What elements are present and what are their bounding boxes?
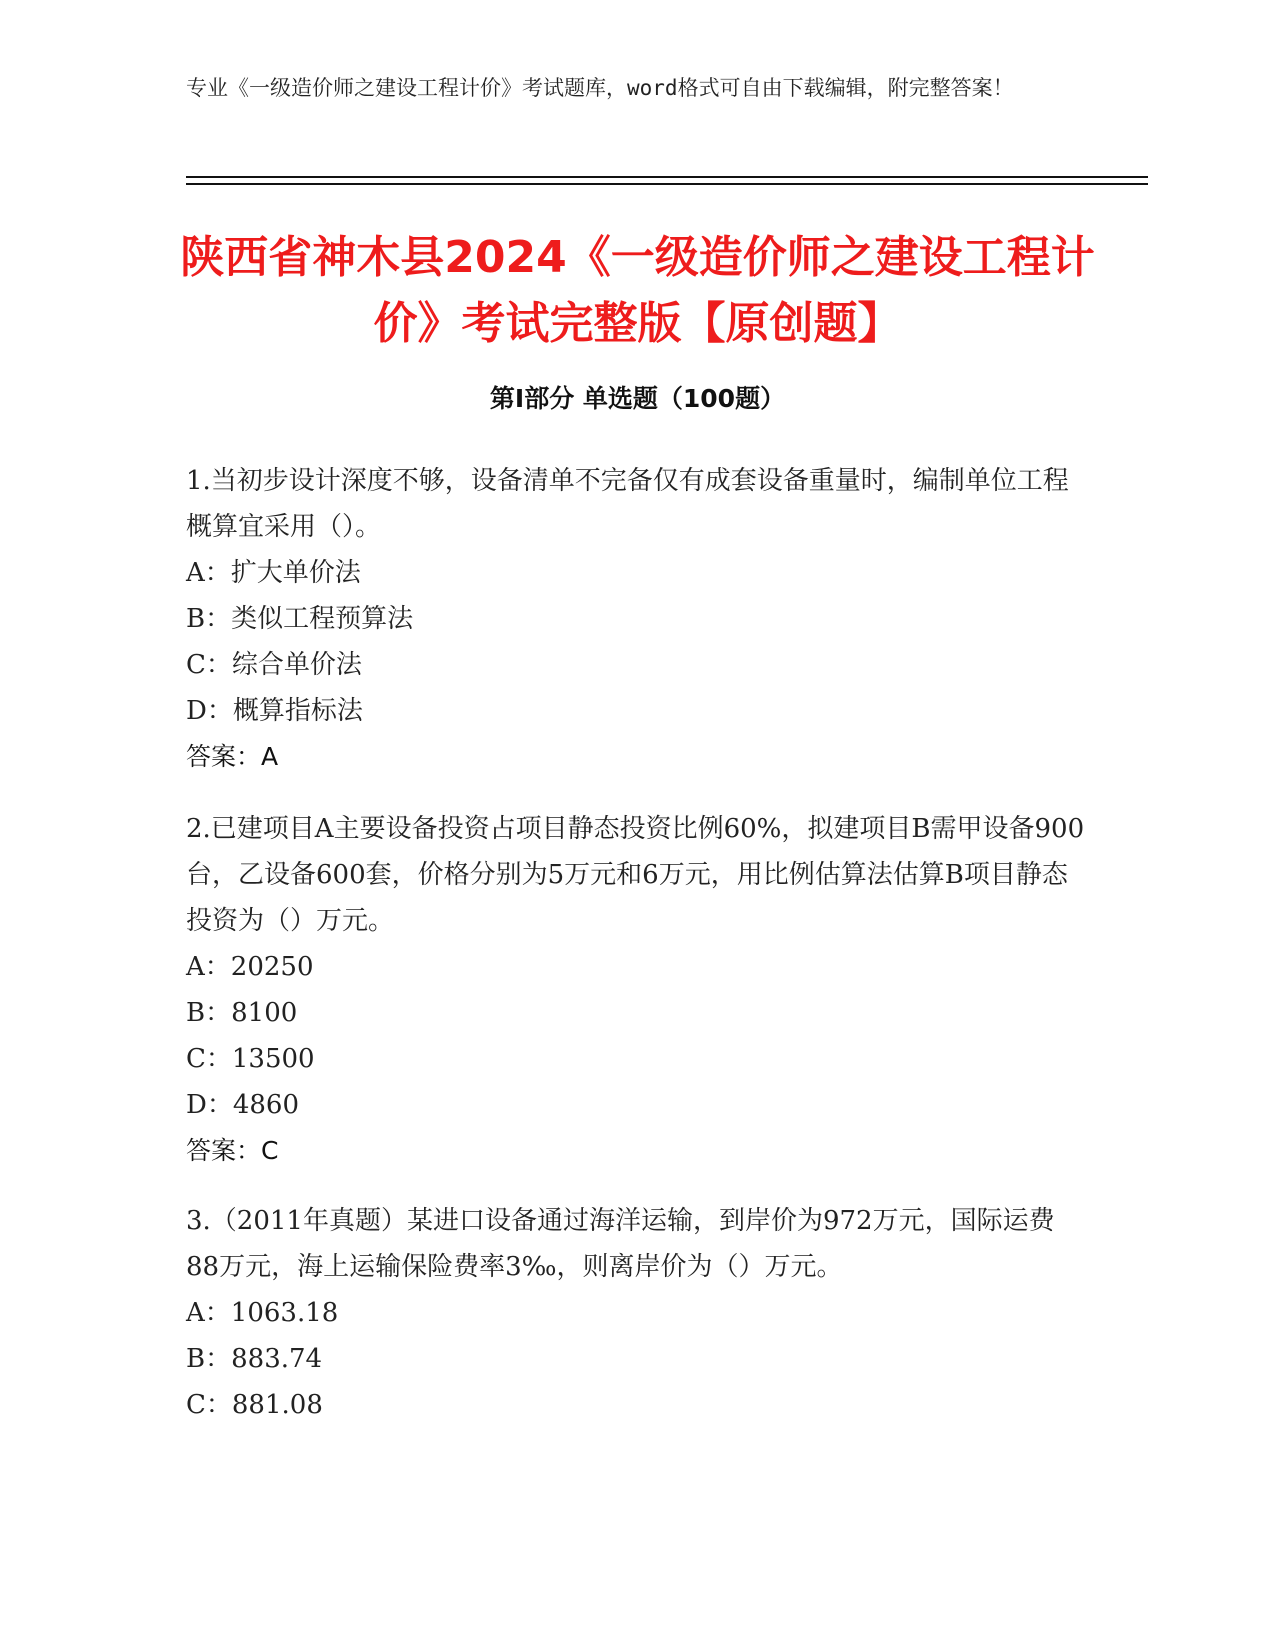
- question-stem: 1.当初步设计深度不够，设备清单不完备仅有成套设备重量时，编制单位工程概算宜采用（）。: [186, 466, 1069, 542]
- answer-text: 答案：C: [186, 1136, 279, 1165]
- option-d: D：概算指标法: [186, 696, 363, 726]
- option-c: C：13500: [186, 1044, 315, 1074]
- option-a: A：扩大单价法: [186, 558, 361, 588]
- option-b: B：类似工程预算法: [186, 604, 414, 634]
- option-a: A：20250: [186, 952, 314, 982]
- question-3: [186, 1198, 1086, 1428]
- question-stem: 3.（2011年真题）某进口设备通过海洋运输，到岸价为972万元，国际运费88万元，海上运输保险费率3‰，则离岸价为（）万元。: [186, 1206, 1055, 1282]
- option-a: A：1063.18: [186, 1298, 339, 1328]
- question-1: [186, 458, 1086, 780]
- section-heading: 第I部分 单选题（100题）: [489, 384, 786, 413]
- answer-text: 答案：A: [186, 742, 279, 771]
- option-c: C：881.08: [186, 1390, 323, 1420]
- question-2: [186, 806, 1086, 1174]
- document-title: 陕西省神木县2024《一级造价师之建设工程计价》考试完整版【原创题】: [180, 232, 1095, 349]
- option-d: D：4860: [186, 1090, 300, 1120]
- question-stem: 2.已建项目A主要设备投资占项目静态投资比例60%，拟建项目B需甲设备900台，乙设备600套，价格分别为5万元和6万元，用比例估算法估算B项目静态投资为（）万元。: [186, 814, 1085, 936]
- option-c: C：综合单价法: [186, 650, 362, 680]
- option-b: B：8100: [186, 998, 298, 1028]
- header-divider-top: [186, 176, 1148, 178]
- header-note: 专业《一级造价师之建设工程计价》考试题库，word格式可自由下载编辑，附完整答案！: [186, 76, 1014, 100]
- option-b: B：883.74: [186, 1344, 323, 1374]
- header-divider-bottom: [186, 183, 1148, 185]
